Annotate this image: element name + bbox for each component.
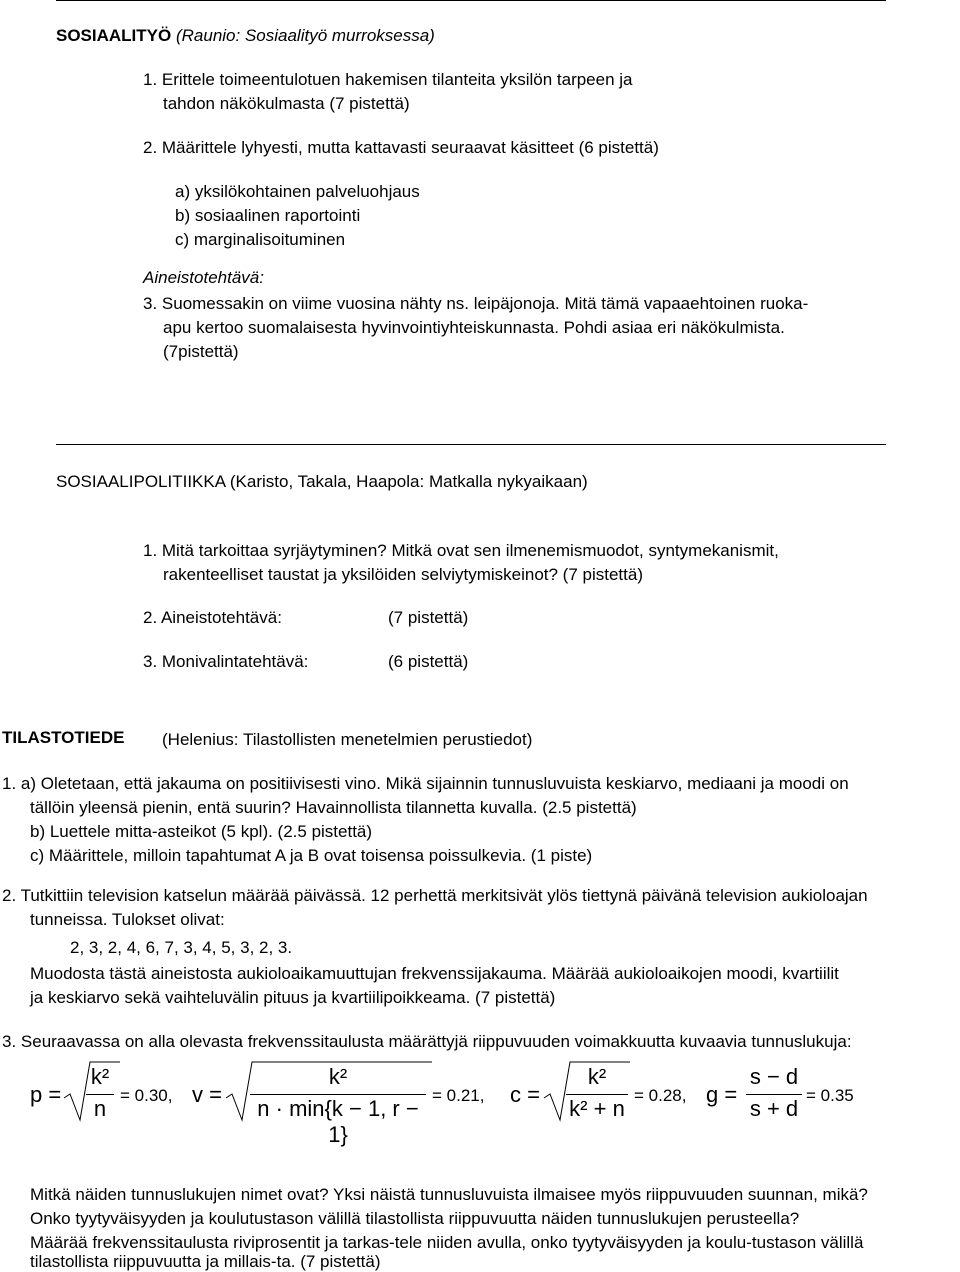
question-text: 2. Määrittele lyhyesti, mutta kattavasti seuraavat käsitteet (6 pistettä) [143,138,659,157]
section-title: TILASTOTIEDE [2,728,125,747]
question-text: b) Luettele mitta-asteikot (5 kpl). (2.5 pistettä) [30,822,373,841]
data-values: 2, 3, 2, 4, 6, 7, 3, 4, 5, 3, 2, 3. [70,938,293,957]
section-source: (Helenius: Tilastollisten menetelmien perustiedot) [162,730,533,749]
formula-lhs: c = [510,1082,540,1107]
question-text: Onko tyytyväisyyden ja koulutustason välillä tilastollista riippuvuutta näiden tunnuslukujen perusteella? [30,1209,800,1228]
question-text: Muodosta tästä aineistosta aukioloaikamuuttujan frekvenssijakauma. Määrää aukioloaikojen moodi, kvartiilit [30,964,839,983]
formula-lhs: g = [706,1082,738,1107]
fraction-bar [250,1094,426,1095]
section-divider [56,444,886,445]
fraction-denominator: n · min{k − 1, r − 1} [257,1096,419,1147]
question-text: 2. Tutkittiin television katselun määrää päivässä. 12 perhettä merkitsivät ylös tiettynä päivänä television aukioloajan [2,886,868,905]
question-text: 1. Mitä tarkoittaa syrjäytyminen? Mitkä ovat sen ilmenemismuodot, syntymekanismit, [143,541,779,560]
question-text: tällöin yleensä pienin, entä suurin? Havainnollista tilannetta kuvalla. (2.5 pistettä) [30,798,637,817]
section-sosiaalipolitiikka-heading [56,472,588,492]
question-text: tunneissa. Tulokset olivat: [30,910,225,929]
question-text: apu kertoo suomalaisesta hyvinvointiyhteiskunnasta. Pohdi asiaa eri näkökulmista. [163,318,785,337]
material-label: Aineistotehtävä: [143,268,264,287]
question-points: (6 pistettä) [388,652,469,671]
section-source: (Karisto, Takala, Haapola: Matkalla nykyaikaan) [229,472,588,491]
question-text: rakenteelliset taustat ja yksilöiden selviytymiskeinot? (7 pistettä) [163,565,643,584]
question-text: ja keskiarvo sekä vaihteluvälin pituus ja kvartiilipoikkeama. (7 pistettä) [30,988,556,1007]
section-sosiaalityo-heading [56,26,435,46]
list-item: c) marginalisoituminen [175,230,346,249]
section-title: SOSIAALITYÖ [56,26,172,45]
fraction-denominator: k² + n [569,1096,625,1121]
question-text: Mitkä näiden tunnuslukujen nimet ovat? Yksi näistä tunnusluvuista ilmaisee myös riippuvuuden suunnan, mikä? [30,1185,868,1204]
question-text: tahdon näkökulmasta (7 pistettä) [163,94,410,113]
fraction-denominator: n [93,1096,107,1121]
fraction-numerator: s − d [749,1064,799,1089]
formula-value: = 0.21, [432,1086,485,1105]
fraction-denominator: s + d [749,1096,799,1121]
formula-lhs: v = [192,1082,222,1107]
list-item: b) sosiaalinen raportointi [175,206,361,225]
top-divider [56,0,886,1]
question-text: 1. a) Oletetaan, että jakauma on positiivisesti vino. Mikä sijainnin tunnusluvuista keskiarvo, mediaani ja moodi on [2,774,849,793]
question-text: 1. Erittele toimeentulotuen hakemisen tilanteita yksilön tarpeen ja [143,70,633,89]
fraction-bar [566,1094,628,1095]
formula-value: = 0.35 [806,1086,854,1105]
question-text: Määrää frekvenssitaulusta riviprosentit ja tarkas-tele niiden avulla, onko tyytyväisyyden ja koulu-tustason välillä [30,1233,864,1252]
section-title: SOSIAALIPOLITIIKKA [56,472,226,491]
formula [0,1056,960,1156]
formula-value: = 0.30, [120,1086,173,1105]
list-item: a) yksilökohtainen palveluohjaus [175,182,420,201]
section-source: (Raunio: Sosiaalityö murroksessa) [175,26,435,45]
fraction-numerator: k² [587,1064,607,1089]
question-text: c) Määrittele, milloin tapahtumat A ja B ovat toisensa poissulkevia. (1 piste) [30,846,593,865]
fraction-bar [746,1094,802,1095]
formula-value: = 0.28, [634,1086,687,1105]
question-text: 3. Suomessakin on viime vuosina nähty ns. leipäjonoja. Mitä tämä vapaaehtoinen ruoka- [143,294,809,313]
question-points: (7 pistettä) [388,608,469,627]
question-text: (7pistettä) [163,342,239,361]
fraction-numerator: k² [90,1064,110,1089]
formula-lhs: p = [30,1082,62,1107]
question-text: 3. Monivalintatehtävä: [143,652,309,671]
question-text: 3. Seuraavassa on alla olevasta frekvenssitaulusta määrättyjä riippuvuuden voimakkuutta kuvaavia tunnuslukuja: [2,1032,852,1051]
fraction-numerator: k² [328,1064,348,1089]
fraction-bar [86,1094,114,1095]
question-text: tilastollista riippuvuutta ja millais-ta. (7 pistettä) [30,1252,381,1271]
question-text: 2. Aineistotehtävä: [143,608,282,627]
